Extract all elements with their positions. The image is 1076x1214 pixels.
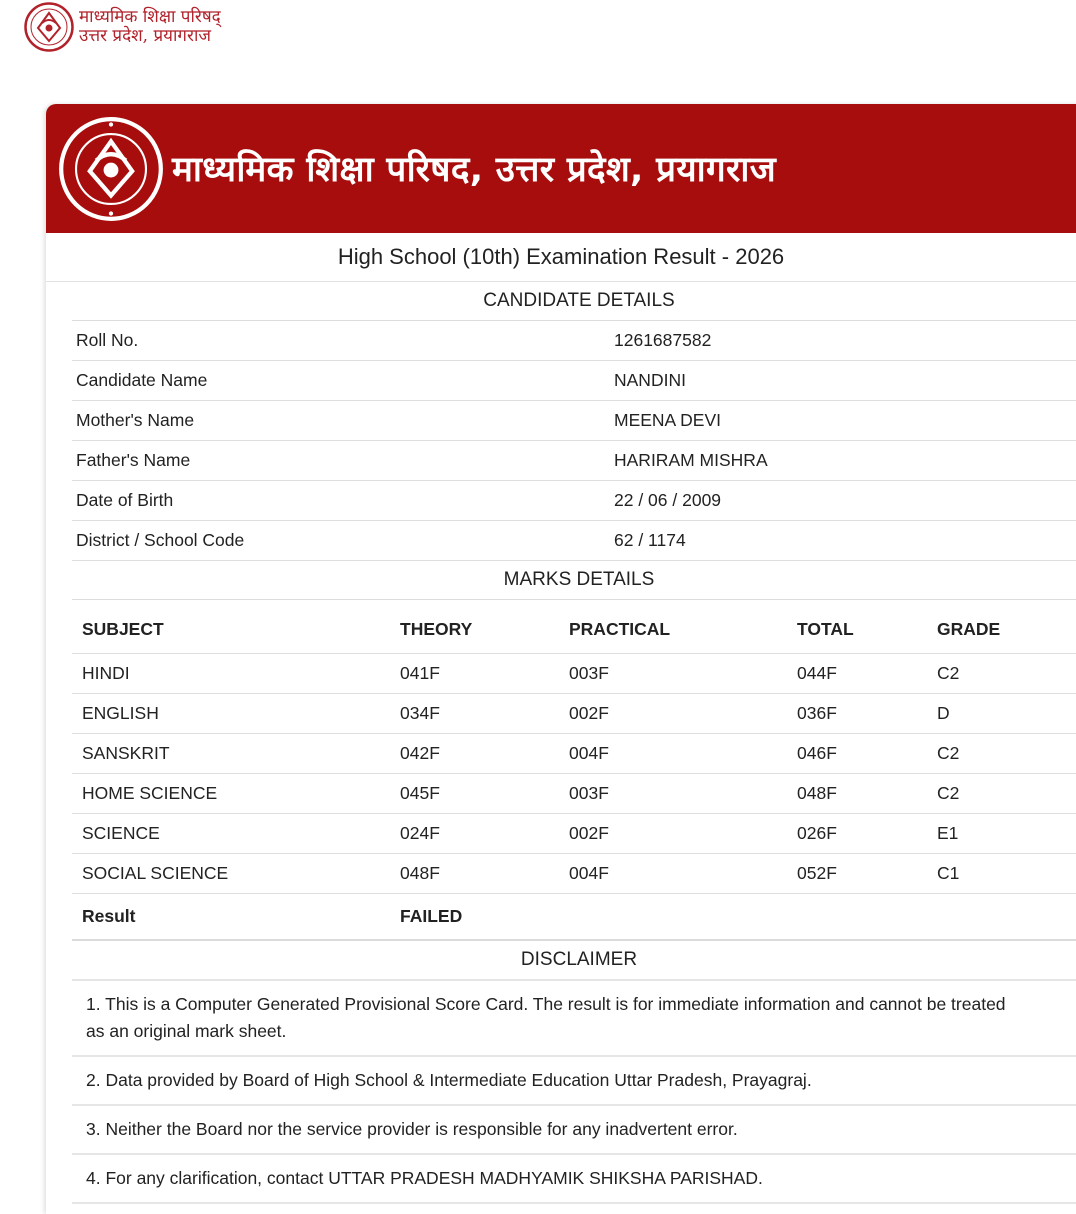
candidate-details-table xyxy=(72,321,1076,561)
table-row xyxy=(72,654,1076,694)
header-banner xyxy=(46,104,1076,233)
total-cell: 052F xyxy=(797,854,937,894)
subject-cell: SANSKRIT xyxy=(72,734,400,774)
total-cell: 048F xyxy=(797,774,937,814)
theory-cell: 034F xyxy=(400,694,569,734)
field-value: NANDINI xyxy=(614,361,1076,401)
grade-cell: D xyxy=(937,694,1076,734)
practical-cell: 003F xyxy=(569,774,797,814)
disclaimer-list xyxy=(72,981,1076,1204)
field-value: 22 / 06 / 2009 xyxy=(614,481,1076,521)
grade-cell: C2 xyxy=(937,654,1076,694)
table-row xyxy=(72,481,1076,521)
subject-cell: HINDI xyxy=(72,654,400,694)
field-value: 1261687582 xyxy=(614,321,1076,361)
marks-table xyxy=(72,600,1076,941)
site-logo[interactable] xyxy=(24,2,221,52)
total-cell: 026F xyxy=(797,814,937,854)
practical-cell: 003F xyxy=(569,654,797,694)
field-label: Candidate Name xyxy=(72,361,614,401)
subject-cell: HOME SCIENCE xyxy=(72,774,400,814)
practical-cell: 004F xyxy=(569,734,797,774)
grade-cell: E1 xyxy=(937,814,1076,854)
disclaimer-heading: DISCLAIMER xyxy=(72,941,1076,981)
total-cell: 044F xyxy=(797,654,937,694)
result-row xyxy=(72,894,1076,941)
total-cell: 036F xyxy=(797,694,937,734)
practical-cell: 002F xyxy=(569,694,797,734)
disclaimer-item: 2. Data provided by Board of High School & Intermediate Education Uttar Pradesh, Prayagraj. xyxy=(72,1057,1076,1106)
theory-cell: 042F xyxy=(400,734,569,774)
table-row xyxy=(72,521,1076,561)
table-row xyxy=(72,401,1076,441)
board-emblem-icon xyxy=(24,2,74,52)
field-value: MEENA DEVI xyxy=(614,401,1076,441)
field-value: 62 / 1174 xyxy=(614,521,1076,561)
practical-cell: 002F xyxy=(569,814,797,854)
grade-cell: C2 xyxy=(937,774,1076,814)
field-label: District / School Code xyxy=(72,521,614,561)
table-row xyxy=(72,321,1076,361)
field-label: Father's Name xyxy=(72,441,614,481)
theory-cell: 045F xyxy=(400,774,569,814)
column-header: TOTAL xyxy=(797,600,937,654)
subject-cell: SCIENCE xyxy=(72,814,400,854)
field-label: Mother's Name xyxy=(72,401,614,441)
subject-cell: SOCIAL SCIENCE xyxy=(72,854,400,894)
grade-cell: C2 xyxy=(937,734,1076,774)
table-header-row xyxy=(72,600,1076,654)
theory-cell: 024F xyxy=(400,814,569,854)
theory-cell: 048F xyxy=(400,854,569,894)
subject-cell: ENGLISH xyxy=(72,694,400,734)
column-header: SUBJECT xyxy=(72,600,400,654)
disclaimer-item: 4. For any clarification, contact UTTAR PRADESH MADHYAMIK SHIKSHA PARISHAD. xyxy=(72,1155,1076,1204)
column-header: GRADE xyxy=(937,600,1076,654)
field-label: Date of Birth xyxy=(72,481,614,521)
logo-text-line2: उत्तर प्रदेश, प्रयागराज xyxy=(79,26,211,46)
result-card xyxy=(46,104,1076,1214)
table-row xyxy=(72,774,1076,814)
logo-text-line1: माध्यमिक शिक्षा परिषद् xyxy=(79,7,221,27)
practical-cell: 004F xyxy=(569,854,797,894)
field-label: Roll No. xyxy=(72,321,614,361)
column-header: THEORY xyxy=(400,600,569,654)
table-row xyxy=(72,854,1076,894)
table-row xyxy=(72,694,1076,734)
total-cell: 046F xyxy=(797,734,937,774)
board-title: माध्यमिक शिक्षा परिषद, उत्तर प्रदेश, प्रयागराज xyxy=(172,150,776,190)
grade-cell: C1 xyxy=(937,854,1076,894)
disclaimer-item: 1. This is a Computer Generated Provisional Score Card. The result is for immediate information and cannot be treated as an original mark sheet. xyxy=(72,981,1076,1057)
result-value: FAILED xyxy=(400,894,569,941)
result-label: Result xyxy=(72,894,400,941)
table-row xyxy=(72,361,1076,401)
marks-details-heading: MARKS DETAILS xyxy=(72,561,1076,600)
table-row xyxy=(72,734,1076,774)
table-row xyxy=(72,814,1076,854)
exam-title: High School (10th) Examination Result - 2026 xyxy=(46,233,1076,282)
theory-cell: 041F xyxy=(400,654,569,694)
disclaimer-item: 3. Neither the Board nor the service provider is responsible for any inadvertent error. xyxy=(72,1106,1076,1155)
table-row xyxy=(72,441,1076,481)
board-emblem-icon xyxy=(58,116,164,222)
field-value: HARIRAM MISHRA xyxy=(614,441,1076,481)
candidate-details-heading: CANDIDATE DETAILS xyxy=(72,282,1076,321)
column-header: PRACTICAL xyxy=(569,600,797,654)
